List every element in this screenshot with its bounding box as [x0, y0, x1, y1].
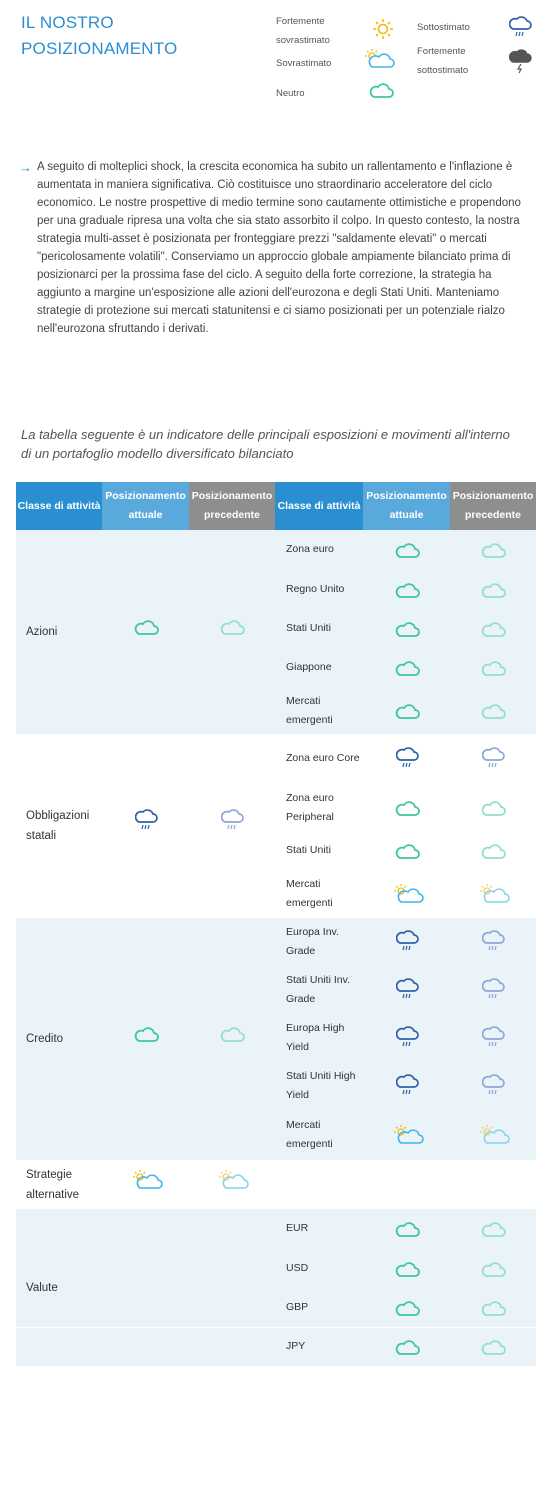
legend-strong-over-label: Fortemente sovrastimato: [276, 16, 330, 46]
sub-class-label: Zona euro Peripheral: [286, 791, 334, 823]
intro-paragraph: A seguito di molteplici shock, la crescita economica ha subito un rallentamento e l'inflazione è aumentata in maniera significativa. Ciò costituisce uno straordinario acceleratore del ciclo economico. Le nostre prospettive di medio termine sono cautamente ottimistiche e propendono per una graduale ripresa una volta che sia stato assorbito il colpo. In questo contesto, la nostra strategia multi-asset è posizionata per fronteggiare prezzi "saldamente elevati" o mercati "pericolosamente volatili". Conserviamo un approccio globale ampiamente bilanciato prima di posizionarci per la prossima fase del ciclo. A seguito della forte correzione, la strategia ha aggiunto a margine un'esposizione alle azioni dell'eurozona e degli Stati Uniti. Manteniamo strategie di protezione sui mercati statunitensi e ci siamo posizionati per un potenziale rialzo nell'eurozona sfruttando i derivati.: [37, 161, 521, 335]
asset-class-label: Obbligazioni statali: [26, 810, 90, 842]
cloud-icon: [395, 798, 421, 823]
header-previous: Posizionamento precedente: [189, 482, 275, 530]
rain-cloud-icon: [482, 978, 506, 1007]
asset-class-label: Valute: [26, 1281, 58, 1294]
sun-cloud-icon: [363, 48, 395, 75]
cloud-icon: [220, 617, 246, 642]
sub-class-label: Giappone: [286, 660, 332, 673]
sub-class-label: Zona euro Core: [286, 751, 360, 764]
rain-cloud-icon: [221, 809, 245, 838]
cloud-icon: [395, 1337, 421, 1362]
sub-class-label: USD: [286, 1261, 309, 1274]
sub-class-label: Regno Unito: [286, 582, 345, 595]
rain-cloud-icon: [482, 1074, 506, 1103]
cloud-icon: [395, 619, 421, 644]
cloud-icon: [481, 580, 507, 605]
header-class: Classe di attività: [16, 482, 102, 530]
sun-cloud-icon: [217, 1169, 249, 1196]
sub-class-label: Mercati emergenti: [286, 694, 333, 726]
cloud-icon: [395, 1259, 421, 1284]
rain-cloud-icon: [135, 809, 159, 838]
rain-cloud-icon: [396, 930, 420, 959]
sub-class-label: JPY: [286, 1339, 306, 1352]
cloud-icon: [481, 1259, 507, 1284]
header-current: Posizionamento attuale: [102, 482, 189, 530]
sub-class-label: Mercati emergenti: [286, 878, 333, 909]
cloud-icon: [395, 841, 421, 866]
arrow-right-icon: →: [19, 160, 32, 175]
asset-class-label: Azioni: [26, 626, 58, 638]
cloud-icon: [134, 617, 160, 642]
cloud-icon: [220, 1024, 246, 1049]
legend-under-label: Sottostimato: [417, 22, 470, 33]
cloud-icon: [395, 540, 421, 565]
legend-over-label: Sovrastimato: [276, 58, 332, 69]
rain-cloud-icon: [396, 747, 420, 776]
cloud-icon: [481, 1298, 507, 1323]
header-class-2: Classe di attività: [275, 482, 363, 530]
cloud-icon: [481, 701, 507, 726]
header-current-2: Posizionamento attuale: [363, 482, 450, 530]
cloud-icon: [395, 701, 421, 726]
sub-class-label: Stati Uniti Inv. Grade: [286, 974, 350, 1005]
sun-cloud-icon: [478, 883, 510, 910]
sub-class-label: Zona euro: [286, 543, 334, 555]
sun-icon: [372, 18, 394, 45]
cloud-icon: [481, 841, 507, 866]
cloud-icon: [395, 1219, 421, 1244]
row-separator: [16, 1327, 536, 1328]
legend-strong-under-label: Fortemente sottostimato: [417, 46, 469, 76]
sub-class-label: Stati Uniti: [286, 844, 331, 856]
rain-cloud-icon: [509, 16, 533, 45]
sub-class-label: EUR: [286, 1222, 309, 1234]
header-previous-2: Posizionamento precedente: [450, 482, 536, 530]
sun-cloud-icon: [131, 1169, 163, 1196]
rain-cloud-icon: [482, 930, 506, 959]
sub-class-label: Stati Uniti: [286, 621, 331, 634]
cloud-icon: [481, 1219, 507, 1244]
cloud-icon: [481, 658, 507, 683]
sun-cloud-icon: [392, 883, 424, 910]
sun-cloud-icon: [478, 1124, 510, 1151]
sub-class-label: Stati Uniti High Yield: [286, 1070, 356, 1101]
cloud-icon: [481, 798, 507, 823]
cloud-icon: [369, 80, 395, 105]
cloud-icon: [395, 580, 421, 605]
rain-cloud-icon: [396, 1074, 420, 1103]
cloud-icon: [134, 1024, 160, 1049]
rain-cloud-icon: [396, 978, 420, 1007]
rain-cloud-icon: [482, 747, 506, 776]
storm-cloud-icon: [509, 48, 533, 79]
page-title: IL NOSTRO POSIZIONAMENTO: [21, 13, 178, 58]
asset-class-label: Strategie alternative: [26, 1169, 80, 1201]
legend-neutral-label: Neutro: [276, 88, 305, 99]
sub-class-label: Mercati emergenti: [286, 1119, 333, 1150]
cloud-icon: [481, 619, 507, 644]
cloud-icon: [395, 658, 421, 683]
sub-class-label: GBP: [286, 1300, 309, 1313]
sun-cloud-icon: [392, 1124, 424, 1151]
asset-class-label: Credito: [26, 1033, 64, 1045]
table-caption: La tabella seguente è un indicatore delle principali esposizioni e movimenti all'interno di un portafoglio modello diversificato bilanciato: [21, 427, 510, 461]
cloud-icon: [395, 1298, 421, 1323]
sub-class-label: Europa High Yield: [286, 1022, 345, 1053]
rain-cloud-icon: [396, 1026, 420, 1055]
rain-cloud-icon: [482, 1026, 506, 1055]
sub-class-label: Europa Inv. Grade: [286, 926, 339, 957]
cloud-icon: [481, 540, 507, 565]
cloud-icon: [481, 1337, 507, 1362]
